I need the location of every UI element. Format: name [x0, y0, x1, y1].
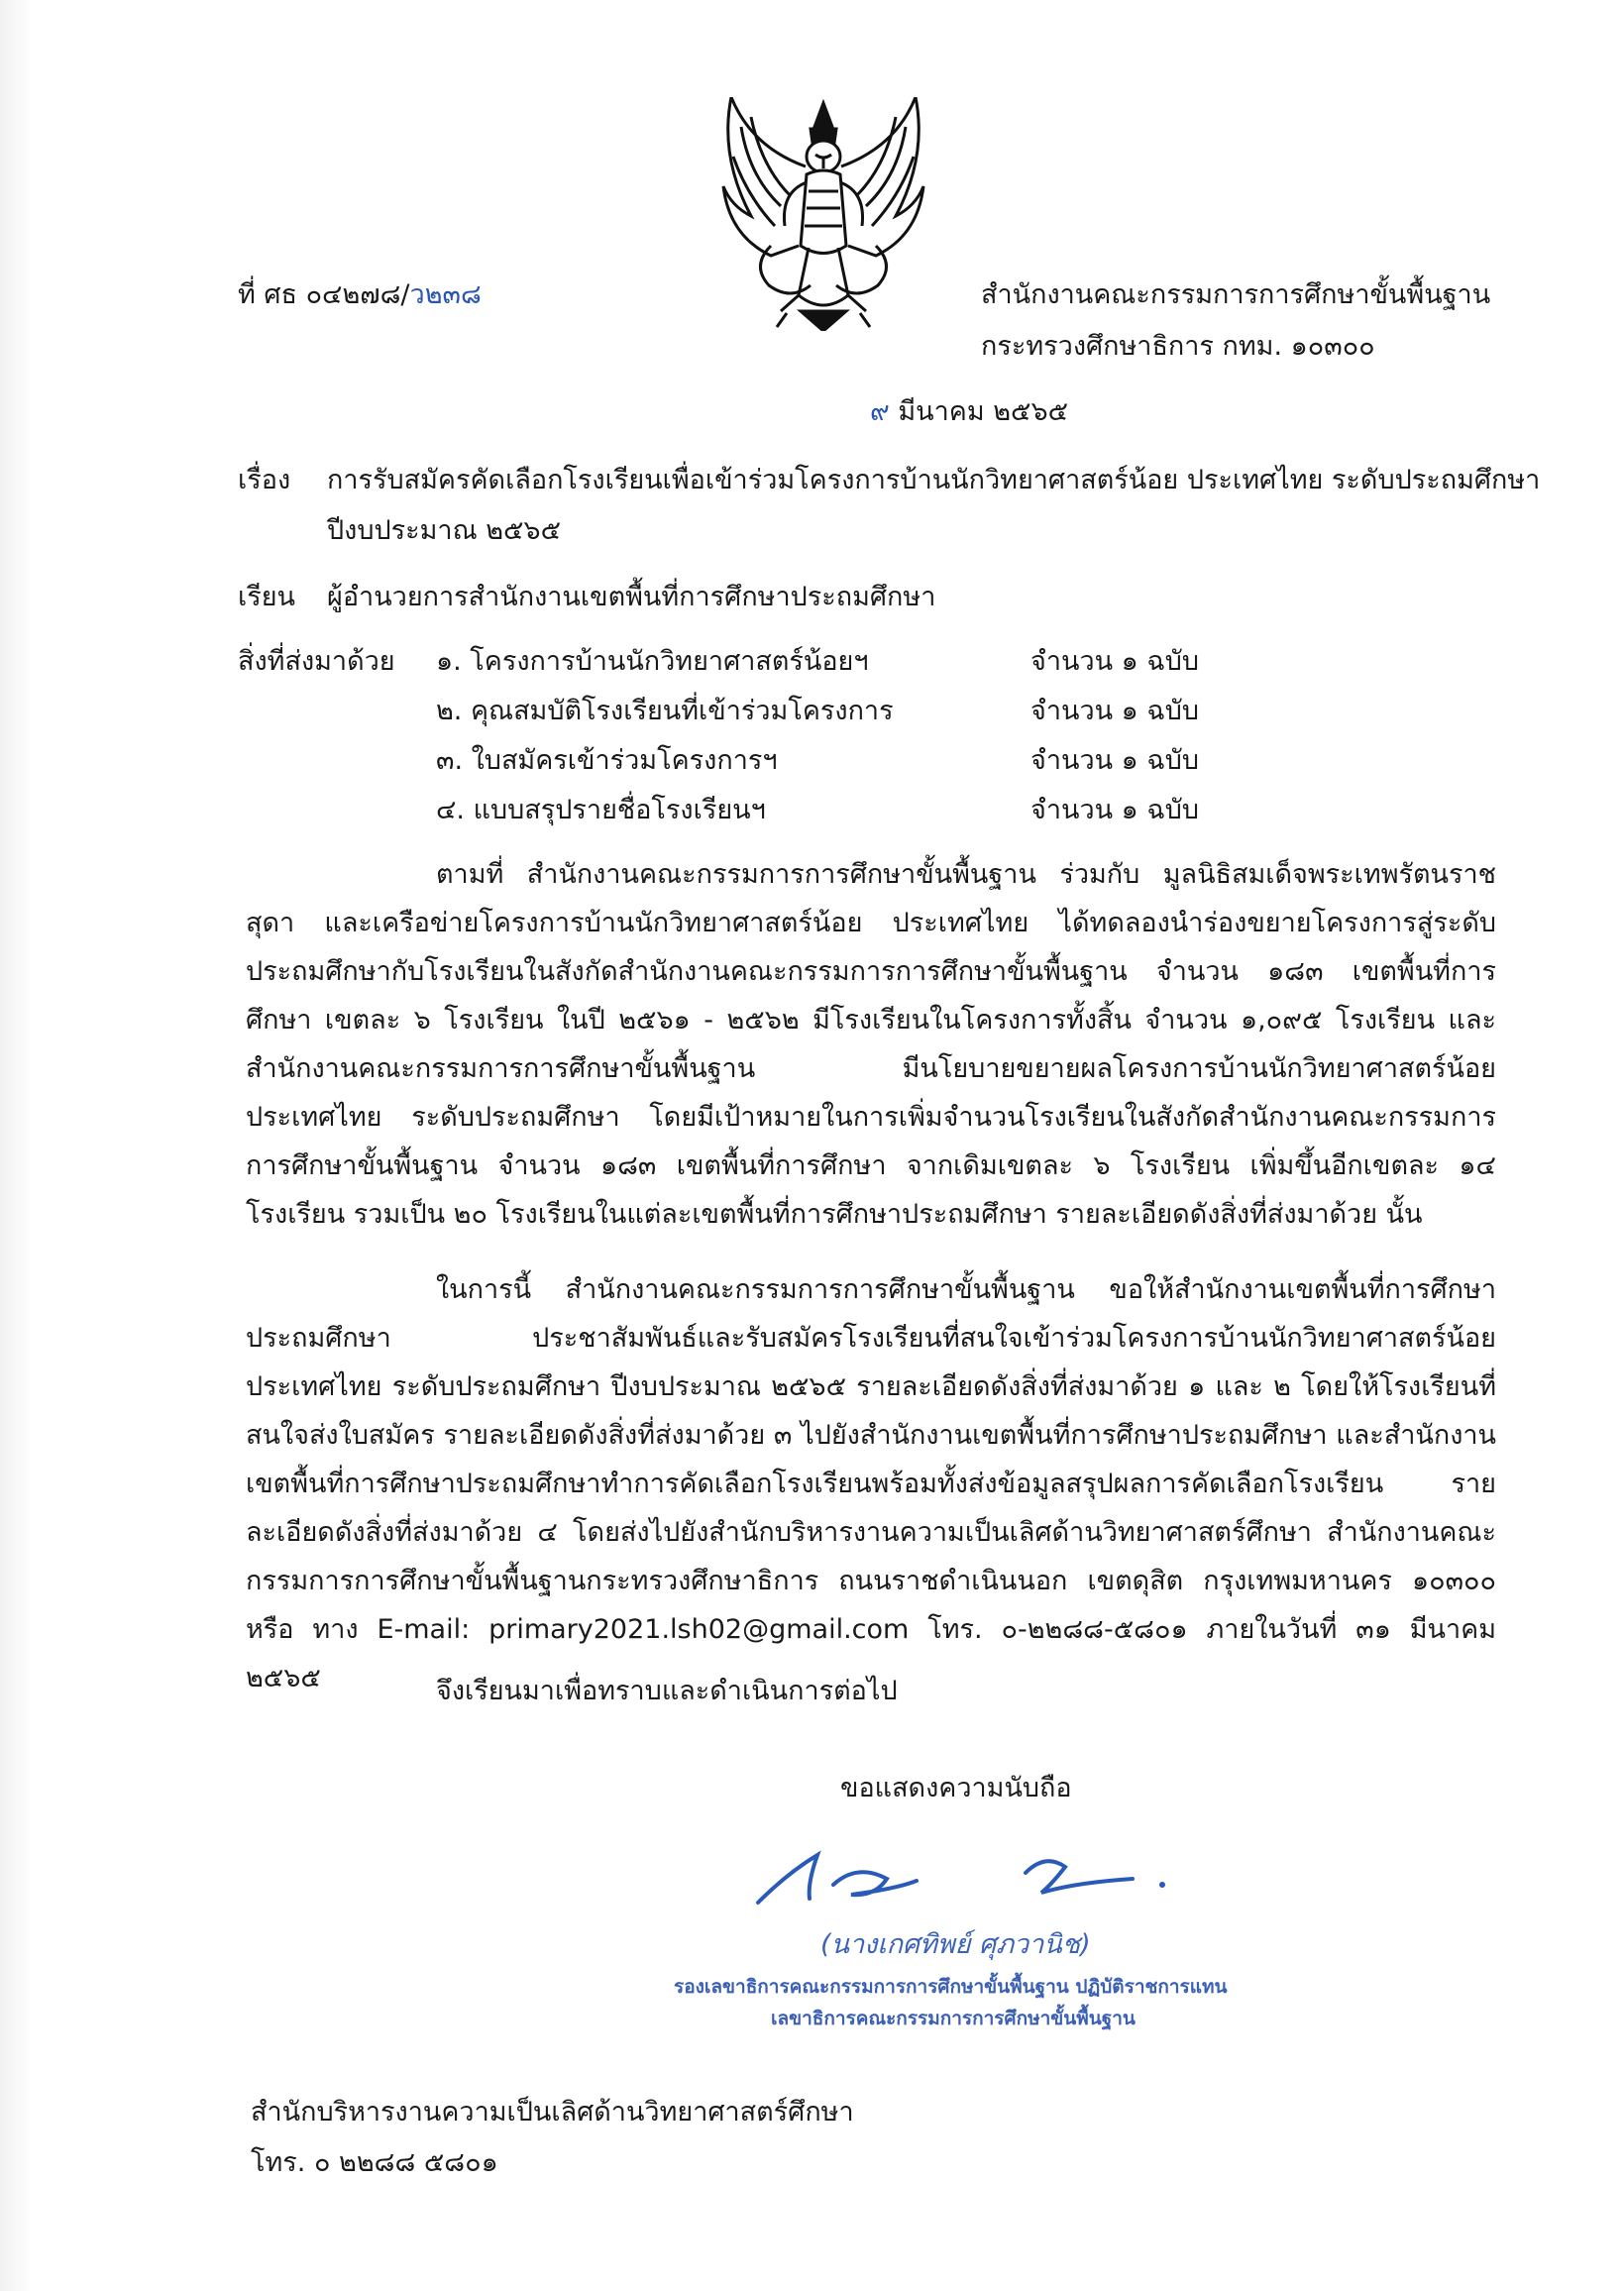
- document-date-month-year: มีนาคม ๒๕๖๕: [889, 396, 1069, 427]
- subject-line-1: การรับสมัครคัดเลือกโรงเรียนเพื่อเข้าร่วมโครงการบ้านนักวิทยาศาสตร์น้อย ประเทศไทย ระดับประถมศึกษา: [327, 465, 1541, 495]
- enclosure-count: จำนวน ๑ ฉบับ: [1030, 646, 1200, 677]
- body-paragraph-2-text: ในการนี้ สำนักงานคณะกรรมการการศึกษาขั้นพื้นฐาน ขอให้สำนักงานเขตพื้นที่การศึกษาประถมศึกษา ประชาสัมพันธ์และรับสมัครโรงเรียนที่สนใจเข้าร่วมโครงการบ้านนักวิทยาศาสตร์น้อย ประเทศไทย ระดับประถมศึกษา ปีงบประมาณ ๒๕๖๕ รายละเอียดดังสิ่งที่ส่งมาด้วย ๑ และ ๒ โดยให้โรงเรียนที่สนใจส่งใบสมัคร รายละเอียดดังสิ่งที่ส่งมาด้วย ๓ ไปยังสำนักงานเขตพื้นที่การศึกษาประถมศึกษา และสำนักงานเขตพื้นที่การศึกษาประถมศึกษาทำการคัดเลือกโรงเรียนพร้อมทั้งส่งข้อมูลสรุปผลการคัดเลือกโรงเรียน รายละเอียดดังสิ่งที่ส่งมาด้วย ๔ โดยส่งไปยังสำนักบริหารงานความเป็นเลิศด้านวิทยาศาสตร์ศึกษา สำนักงานคณะกรรมการการศึกษาขั้นพื้นฐานกระทรวงศึกษาธิการ ถนนราชดำเนินนอก เขตดุสิต กรุงเทพมหานคร ๑๐๓๐๐ หรือ ทาง E-mail: primary2021.lsh02@gmail.com โทร. ๐-๒๒๘๘-๕๘๐๑ ภายในวันที่ ๓๑ มีนาคม ๒๕๖๕: [246, 1274, 1496, 1693]
- reference-circular-number: ว๒๓๘: [409, 279, 482, 310]
- enclosure-item: ๒. คุณสมบัติโรงเรียนที่เข้าร่วมโครงการ: [436, 696, 894, 726]
- footer-phone: โทร. ๐ ๒๒๘๘ ๕๘๐๑: [251, 2147, 498, 2178]
- closing-sentence: จึงเรียนมาเพื่อทราบและดำเนินการต่อไป: [436, 1676, 898, 1706]
- garuda-emblem-icon: [711, 97, 935, 331]
- enclosure-count: จำนวน ๑ ฉบับ: [1030, 696, 1200, 726]
- garuda-emblem: [711, 97, 935, 331]
- recipient-label: เรียน: [238, 582, 296, 612]
- enclosure-item: ๔. แบบสรุปรายชื่อโรงเรียนฯ: [436, 795, 766, 825]
- subject-label: เรื่อง: [238, 465, 291, 495]
- body-paragraph-1-text: ตามที่ สำนักงานคณะกรรมการการศึกษาขั้นพื้นฐาน ร่วมกับ มูลนิธิสมเด็จพระเทพรัตนราชสุดา และเครือข่ายโครงการบ้านนักวิทยาศาสตร์น้อย ประเทศไทย ได้ทดลองนำร่องขยายโครงการสู่ระดับประถมศึกษากับโรงเรียนในสังกัดสำนักงานคณะกรรมการการศึกษาขั้นพื้นฐาน จำนวน ๑๘๓ เขตพื้นที่การศึกษา เขตละ ๖ โรงเรียน ในปี ๒๕๖๑ - ๒๕๖๒ มีโรงเรียนในโครงการทั้งสิ้น จำนวน ๑,๐๙๕ โรงเรียน และสำนักงานคณะกรรมการการศึกษาขั้นพื้นฐาน มีนโยบายขยายผลโครงการบ้านนักวิทยาศาสตร์น้อย ประเทศไทย ระดับประถมศึกษา โดยมีเป้าหมายในการเพิ่มจำนวนโรงเรียนในสังกัดสำนักงานคณะกรรมการการศึกษาขั้นพื้นฐาน จำนวน ๑๘๓ เขตพื้นที่การศึกษา จากเดิมเขตละ ๖ โรงเรียน เพิ่มขึ้นอีกเขตละ ๑๔ โรงเรียน รวมเป็น ๒๐ โรงเรียนในแต่ละเขตพื้นที่การศึกษาประถมศึกษา รายละเอียดดังสิ่งที่ส่งมาด้วย นั้น: [246, 859, 1496, 1230]
- footer-office: สำนักบริหารงานความเป็นเลิศด้านวิทยาศาสตร์ศึกษา: [251, 2097, 854, 2127]
- issuing-office-name: สำนักงานคณะกรรมการการศึกษาขั้นพื้นฐาน: [981, 279, 1491, 310]
- document-date: [870, 392, 1068, 432]
- scan-edge-shadow: [0, 0, 32, 2291]
- recipient: ผู้อำนวยการสำนักงานเขตพื้นที่การศึกษาประถมศึกษา: [327, 582, 936, 612]
- enclosure-item: ๑. โครงการบ้านนักวิทยาศาสตร์น้อยฯ: [436, 646, 869, 677]
- document-date-day: ๙: [870, 396, 890, 427]
- signature-scribble-icon: [748, 1833, 1184, 1912]
- salutation: ขอแสดงความนับถือ: [840, 1773, 1072, 1803]
- signatory-title-line-2: เลขาธิการคณะกรรมการการศึกษาขั้นพื้นฐาน: [771, 2008, 1136, 2029]
- enclosure-count: จำนวน ๑ ฉบับ: [1030, 795, 1200, 825]
- enclosures-label: สิ่งที่ส่งมาด้วย: [238, 646, 395, 677]
- body-paragraph-2: [246, 1265, 1496, 1702]
- handwritten-signature: [748, 1833, 1184, 1912]
- reference-prefix: ที่ ศธ ๐๔๒๗๘/: [238, 279, 410, 310]
- enclosure-item: ๓. ใบสมัครเข้าร่วมโครงการฯ: [436, 745, 778, 776]
- signatory-title-line-1: รองเลขาธิการคณะกรรมการการศึกษาขั้นพื้นฐาน ปฏิบัติราชการแทน: [674, 1976, 1228, 1998]
- reference-number: [238, 275, 482, 315]
- enclosure-count: จำนวน ๑ ฉบับ: [1030, 745, 1200, 776]
- signatory-name: (นางเกศทิพย์ ศุภวานิช): [820, 1929, 1091, 1960]
- subject-line-2: ปีงบประมาณ ๒๕๖๕: [327, 515, 561, 546]
- issuing-office-address: กระทรวงศึกษาธิการ กทม. ๑๐๓๐๐: [981, 331, 1375, 362]
- body-paragraph-1: [246, 850, 1496, 1239]
